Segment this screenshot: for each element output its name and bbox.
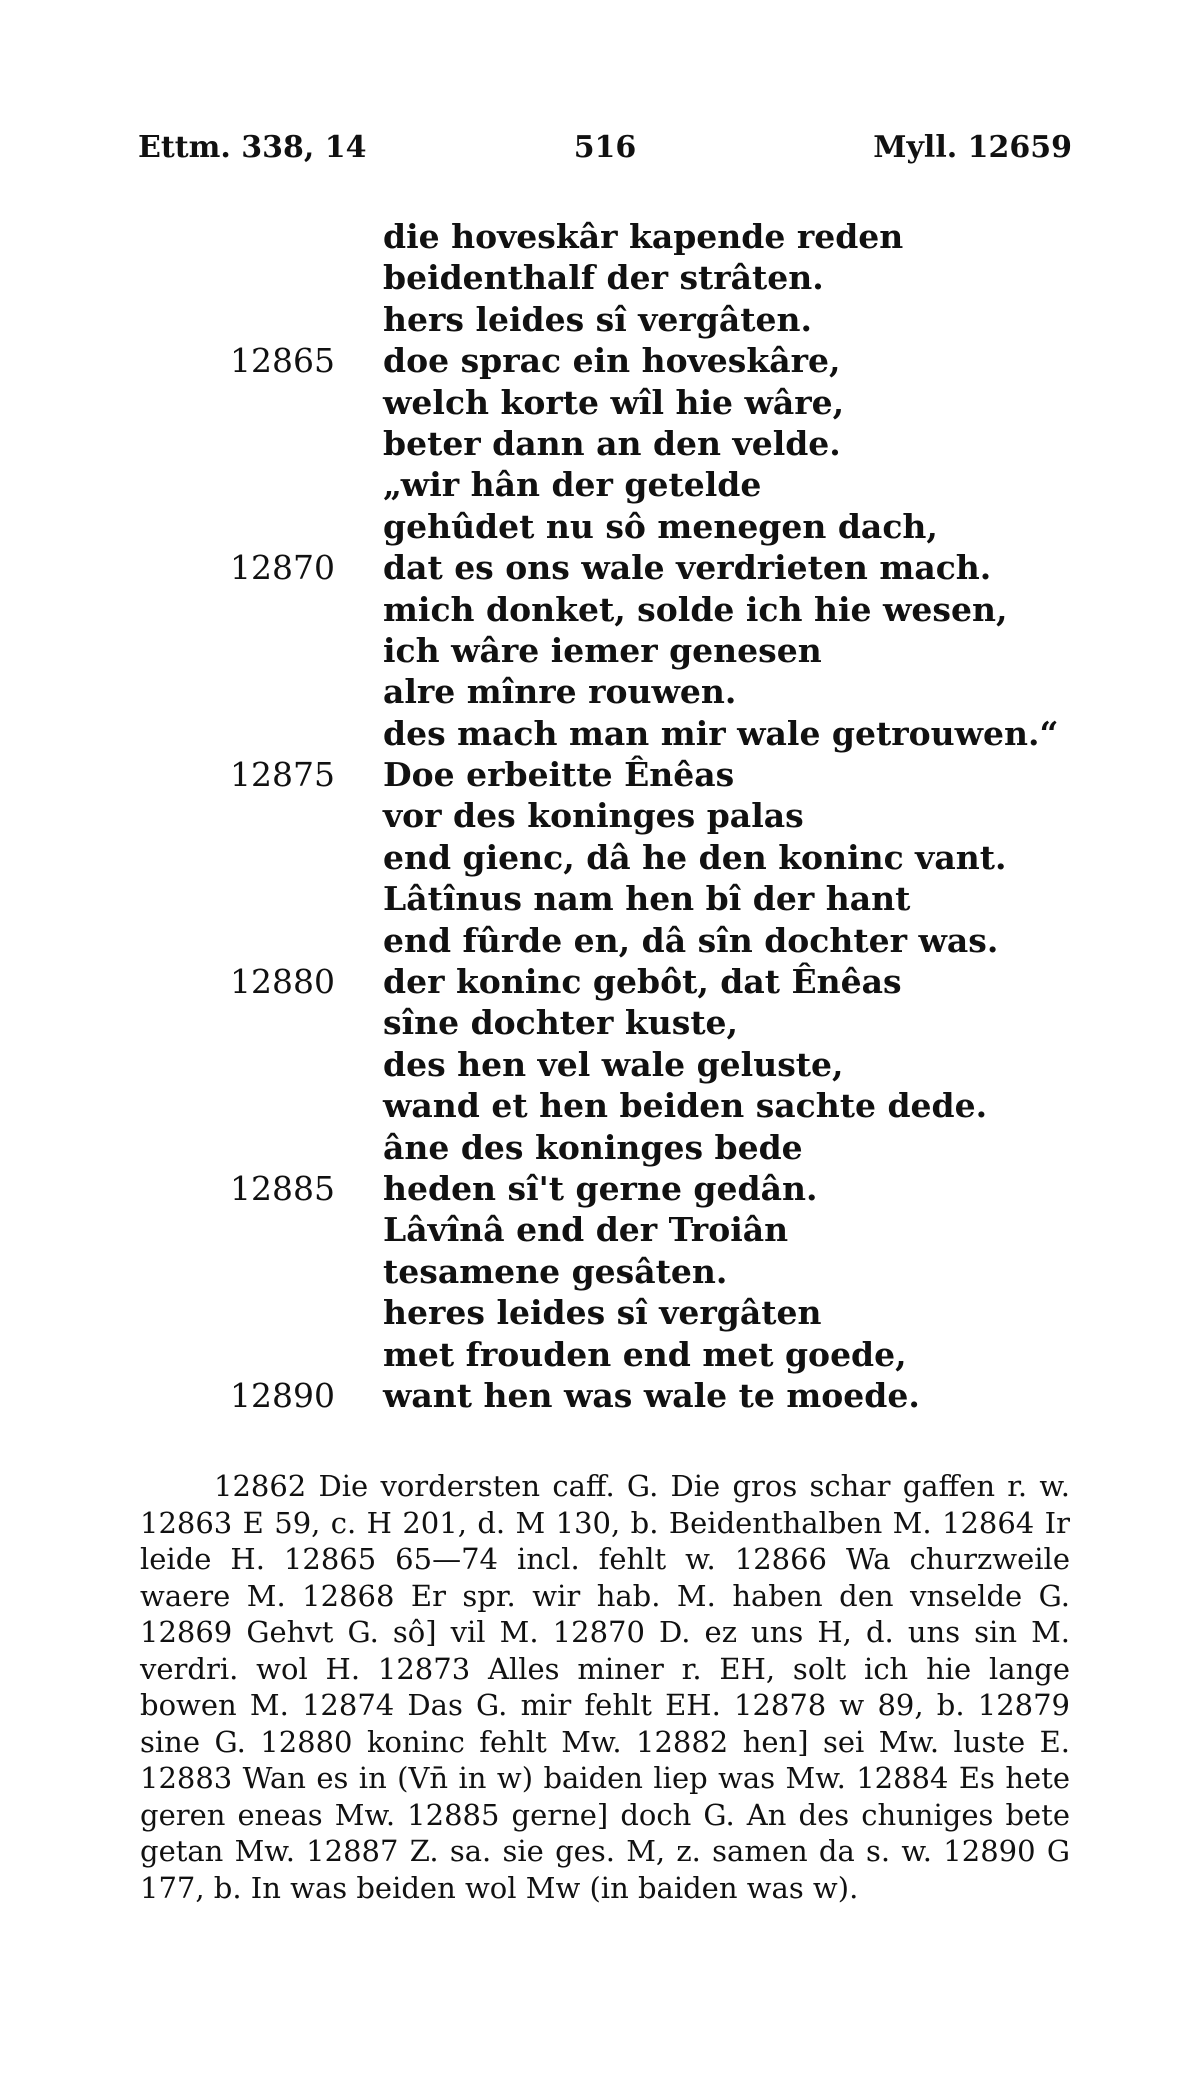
verse-line [230,589,1130,630]
verse-line [230,423,1130,464]
verse-text: „wir hân der getelde [383,465,762,505]
verse-line [230,1209,1130,1250]
verse-line [230,257,1130,298]
verse-line [230,837,1130,878]
verse-text: heden sî't gerne gedân. [383,1168,818,1208]
verse-text: tesamene gesâten. [383,1251,728,1291]
verse-text: want hen was wale te moede. [383,1375,920,1415]
verse-line [230,795,1130,836]
line-number: 12875 [230,755,335,795]
verse-text: mich donket, solde ich hie wesen, [383,589,1008,629]
verse-line [230,1375,1130,1416]
verse-line [230,1044,1130,1085]
verse-text: Doe erbeitte Ênêas [383,755,735,795]
verse-line [230,1127,1130,1168]
verse-text: âne des koninges bede [383,1127,803,1167]
verse-line [230,340,1130,381]
verse-text: des hen vel wale geluste, [383,1044,844,1084]
verse-line [230,1002,1130,1043]
page-header [138,130,1072,170]
verse-text: ich wâre iemer genesen [383,630,822,670]
verse-line [230,1085,1130,1126]
page-number: 516 [573,130,637,165]
verse-text: Lâvînâ end der Troiân [383,1210,789,1250]
verse-text: vor des koninges palas [383,796,804,836]
verse-text: Lâtînus nam hen bî der hant [383,879,911,919]
verse-text: sîne dochter kuste, [383,1003,739,1043]
verse-line [230,547,1130,588]
verse-line [230,382,1130,423]
line-number: 12870 [230,548,335,588]
verse-line [230,1292,1130,1333]
verse-text: doe sprac ein hoveskâre, [383,341,841,381]
verse-text: hers leides sî vergâten. [383,299,812,339]
verse-text: beidenthalf der strâten. [383,258,824,298]
header-source-reference: Ettm. 338, 14 [138,130,367,165]
verse-line [230,1334,1130,1375]
verse-line [230,1251,1130,1292]
header-edition-reference: Myll. 12659 [873,130,1072,165]
line-number: 12890 [230,1375,335,1415]
verse-text: gehûdet nu sô menegen dach, [383,506,938,546]
verse-text: des mach man mir wale getrouwen.“ [383,713,1059,753]
verse-line [230,754,1130,795]
verse-text: end gienc, dâ he den koninc vant. [383,837,1007,877]
verse-text: heres leides sî vergâten [383,1293,822,1333]
verse-text: beter dann an den velde. [383,423,841,463]
verse-line [230,671,1130,712]
verse-block [230,216,1130,1416]
verse-text: wand et hen beiden sachte dede. [383,1086,988,1126]
verse-text: die hoveskâr kapende reden [383,217,904,256]
line-number: 12885 [230,1168,335,1208]
verse-line [230,920,1130,961]
verse-line [230,299,1130,340]
line-number: 12865 [230,341,335,381]
verse-text: welch korte wîl hie wâre, [383,382,845,422]
verse-text: met frouden end met goede, [383,1334,907,1374]
verse-text: end fûrde en, dâ sîn dochter was. [383,920,999,960]
verse-text: dat es ons wale verdrieten mach. [383,548,992,588]
line-number: 12880 [230,962,335,1002]
verse-line [230,878,1130,919]
verse-line [230,1168,1130,1209]
verse-line [230,216,1130,257]
verse-text: der koninc gebôt, dat Ênêas [383,962,902,1002]
verse-line [230,630,1130,671]
verse-line [230,961,1130,1002]
apparatus-text: 12862 Die vordersten caff. G. Die gros schar gaffen r. w. 12863 E 59, c. H 201, d. M 130, b. Beidenthalben M. 12864 Ir leide H. 12865 65—74 incl. fehlt w. 12866 Wa churzweile waere M. 12868 Er spr. wir hab. M. haben den vnselde G. 12869 Gehvt G. sô] vil M. 12870 D. ez uns H, d. uns sin M. verdri. wol H. 12873 Alles miner r. EH, solt ich hie lange bowen M. 12874 Das G. mir fehlt EH. 12878 w 89, b. 12879 sine G. 12880 koninc fehlt Mw. 12882 hen] sei Mw. luste E. 12883 Wan es in (Vn̄ in w) baiden liep was Mw. 12884 Es hete geren eneas Mw. 12885 gerne] doch G. An des chuniges bete getan Mw. 12887 Z. sa. sie ges. M, z. samen da s. w. 12890 G 177, b. In was beiden wol Mw (in baiden was w). [140,1469,1070,1905]
verse-line [230,506,1130,547]
verse-line [230,464,1130,505]
critical-apparatus [140,1468,1070,1906]
verse-text: alre mînre rouwen. [383,672,737,712]
verse-line [230,713,1130,754]
